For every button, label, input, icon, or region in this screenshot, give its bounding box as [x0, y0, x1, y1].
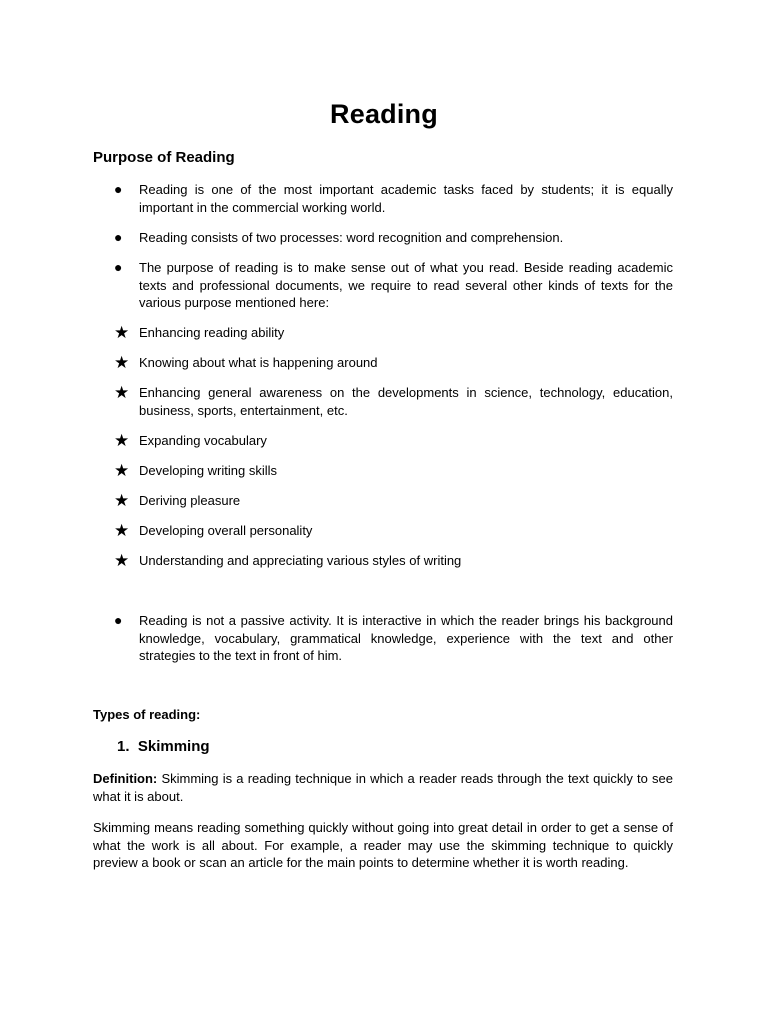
purpose-heading: Purpose of Reading — [93, 149, 235, 166]
star-marker: ★ — [114, 461, 130, 480]
bullet-marker: ● — [114, 259, 123, 275]
bullet-item-3: The purpose of reading is to make sense out of what you read. Beside reading academic texts and professional documents, we require to read several other kinds of texts for the various purpose mentioned here: — [139, 260, 673, 310]
star-item-6: Deriving pleasure — [139, 493, 241, 508]
definition-text: Skimming is a reading technique in which a reader reads through the text quickly to see what it is about. — [93, 771, 673, 804]
skimming-title: Skimming — [137, 738, 210, 755]
star-item-2: Knowing about what is happening around — [139, 355, 378, 370]
skimming-heading — [117, 738, 210, 755]
star-marker: ★ — [114, 431, 130, 450]
skimming-paragraph: Skimming means reading something quickly without going into great detail in order to get a sense of what the work is all about. For example, a reader may use the skimming technique to quickly preview a book or scan an article for the main points to determine whether it is worth reading. — [93, 820, 673, 870]
types-heading: Types of reading: — [93, 707, 201, 722]
bullet-marker: ● — [114, 612, 123, 628]
star-marker: ★ — [114, 353, 130, 372]
bullet-item-4: Reading is not a passive activity. It is interactive in which the reader brings his background knowledge, vocabulary, grammatical knowledge, experience with the text and other strategies to the text in front of him. — [139, 613, 673, 663]
definition-paragraph — [93, 770, 673, 805]
star-item-8: Understanding and appreciating various styles of writing — [139, 553, 462, 568]
bullet-marker: ● — [114, 229, 123, 245]
star-marker: ★ — [114, 323, 130, 342]
skimming-number: 1. — [117, 738, 130, 755]
star-item-4: Expanding vocabulary — [139, 433, 267, 448]
star-marker: ★ — [114, 491, 130, 510]
star-marker: ★ — [114, 521, 130, 540]
star-marker: ★ — [114, 383, 130, 402]
definition-label: Definition: — [93, 771, 158, 786]
bullet-item-2: Reading consists of two processes: word recognition and comprehension. — [139, 230, 564, 245]
star-item-1: Enhancing reading ability — [139, 325, 285, 340]
star-marker: ★ — [114, 551, 130, 570]
star-item-5: Developing writing skills — [139, 463, 277, 478]
page-title: Reading — [330, 99, 438, 129]
star-item-7: Developing overall personality — [139, 523, 313, 538]
star-item-3: Enhancing general awareness on the developments in science, technology, education, business, sports, entertainment, etc. — [139, 385, 673, 418]
bullet-item-1: Reading is one of the most important academic tasks faced by students; it is equally important in the commercial working world. — [139, 182, 673, 215]
bullet-marker: ● — [114, 181, 123, 197]
